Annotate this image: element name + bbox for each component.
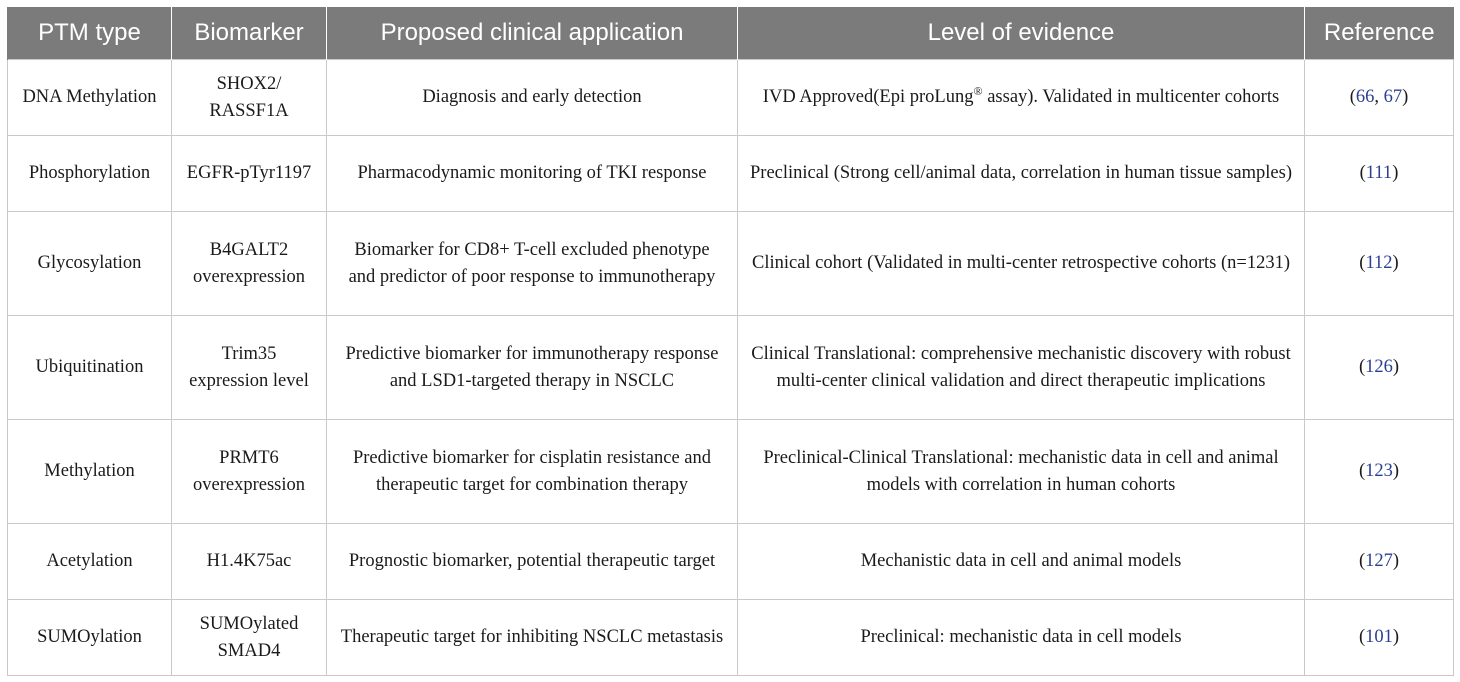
cell-ptm-type: Ubiquitination (8, 316, 172, 420)
cell-ptm-type: Acetylation (8, 524, 172, 600)
cell-biomarker: Trim35 expression level (172, 316, 327, 420)
cell-application: Predictive biomarker for immunotherapy response and LSD1-targeted therapy in NSCLC (327, 316, 738, 420)
cell-evidence (738, 60, 1305, 136)
ptm-biomarker-table (7, 7, 1454, 676)
cell-reference: (123) (1305, 420, 1454, 524)
cell-evidence: Preclinical (Strong cell/animal data, correlation in human tissue samples) (738, 136, 1305, 212)
cell-reference: (66, 67) (1305, 60, 1454, 136)
reference-link[interactable]: 127 (1365, 551, 1393, 571)
header-clinical-application: Proposed clinical application (327, 7, 738, 60)
reference-link[interactable]: 66 (1355, 87, 1375, 107)
cell-biomarker: PRMT6 overexpression (172, 420, 327, 524)
cell-biomarker: SUMOylated SMAD4 (172, 600, 327, 676)
cell-ptm-type: Methylation (8, 420, 172, 524)
evidence-text-post: assay). Validated in multicenter cohorts (982, 87, 1280, 107)
table-row (8, 136, 1454, 212)
cell-application: Pharmacodynamic monitoring of TKI response (327, 136, 738, 212)
cell-ptm-type: Glycosylation (8, 212, 172, 316)
table-row (8, 316, 1454, 420)
table-row (8, 212, 1454, 316)
reference-link[interactable]: 67 (1383, 87, 1403, 107)
cell-ptm-type: DNA Methylation (8, 60, 172, 136)
cell-evidence: Clinical Translational: comprehensive mechanistic discovery with robust multi-center clinical validation and direct therapeutic implications (738, 316, 1305, 420)
cell-application: Therapeutic target for inhibiting NSCLC metastasis (327, 600, 738, 676)
registered-mark: ® (973, 84, 983, 98)
table-row (8, 524, 1454, 600)
header-row (8, 7, 1454, 60)
cell-ptm-type: Phosphorylation (8, 136, 172, 212)
cell-application: Biomarker for CD8+ T-cell excluded phenotype and predictor of poor response to immunotherapy (327, 212, 738, 316)
reference-link[interactable]: 111 (1365, 163, 1393, 183)
cell-application: Predictive biomarker for cisplatin resistance and therapeutic target for combination therapy (327, 420, 738, 524)
reference-link[interactable]: 101 (1365, 627, 1393, 647)
header-ptm-type: PTM type (8, 7, 172, 60)
evidence-text-pre: IVD Approved(Epi proLung (762, 87, 974, 107)
cell-application: Diagnosis and early detection (327, 60, 738, 136)
cell-biomarker: SHOX2/ RASSF1A (172, 60, 327, 136)
reference-link[interactable]: 126 (1365, 357, 1393, 377)
table-row (8, 60, 1454, 136)
cell-evidence: Clinical cohort (Validated in multi-center retrospective cohorts (n=1231) (738, 212, 1305, 316)
cell-reference: (127) (1305, 524, 1454, 600)
reference-link[interactable]: 123 (1365, 461, 1393, 481)
header-level-of-evidence: Level of evidence (738, 7, 1305, 60)
cell-ptm-type: SUMOylation (8, 600, 172, 676)
cell-reference: (101) (1305, 600, 1454, 676)
cell-biomarker: H1.4K75ac (172, 524, 327, 600)
table-row (8, 420, 1454, 524)
cell-reference: (111) (1305, 136, 1454, 212)
cell-reference: (126) (1305, 316, 1454, 420)
cell-biomarker: B4GALT2 overexpression (172, 212, 327, 316)
cell-application: Prognostic biomarker, potential therapeutic target (327, 524, 738, 600)
reference-link[interactable]: 112 (1365, 253, 1393, 273)
cell-biomarker: EGFR-pTyr1197 (172, 136, 327, 212)
header-biomarker: Biomarker (172, 7, 327, 60)
table-row (8, 600, 1454, 676)
cell-evidence: Mechanistic data in cell and animal models (738, 524, 1305, 600)
cell-reference: (112) (1305, 212, 1454, 316)
cell-evidence: Preclinical: mechanistic data in cell models (738, 600, 1305, 676)
cell-evidence: Preclinical-Clinical Translational: mechanistic data in cell and animal models with correlation in human cohorts (738, 420, 1305, 524)
header-reference: Reference (1305, 7, 1454, 60)
